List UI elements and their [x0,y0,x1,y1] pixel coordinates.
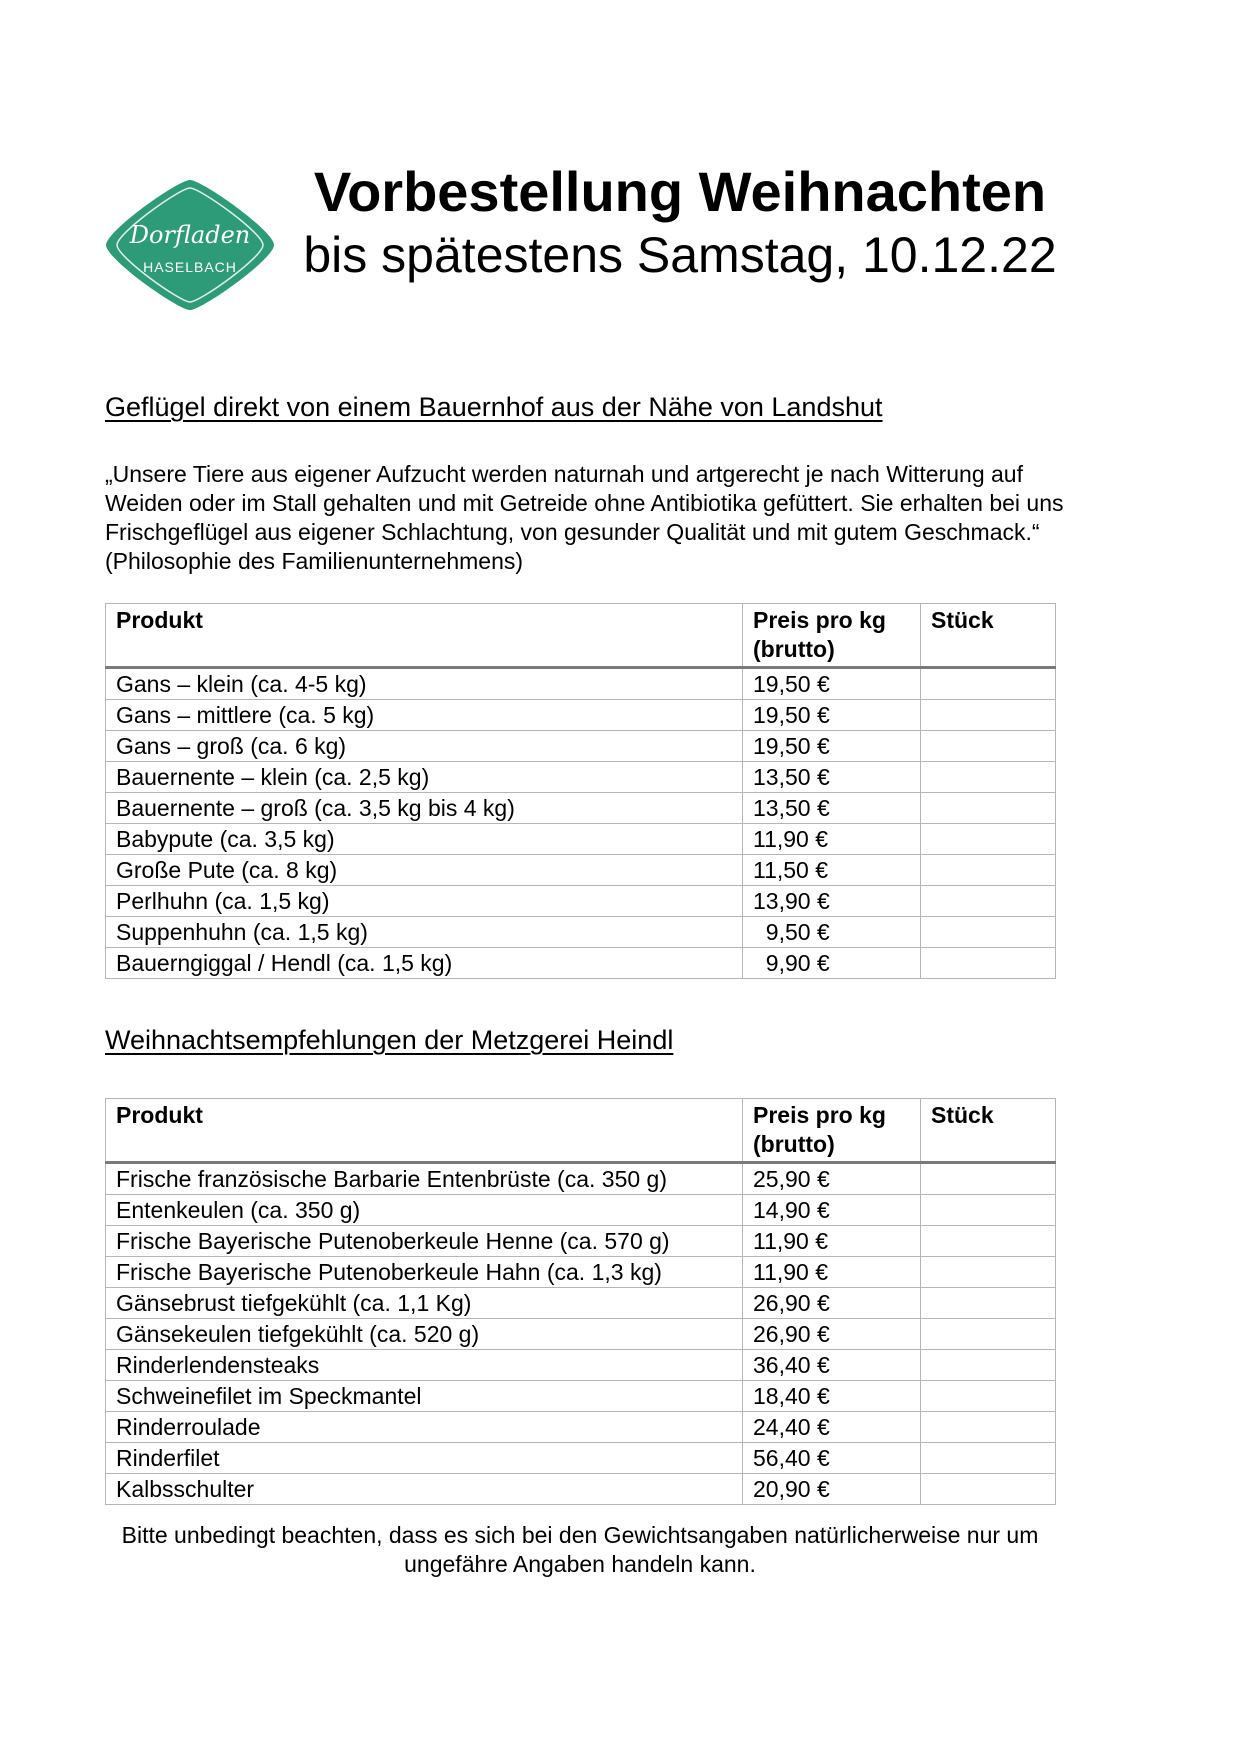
product-cell: Kalbsschulter [106,1474,743,1505]
quantity-cell[interactable] [921,793,1056,824]
table-row [106,1226,1056,1257]
poultry-table [105,603,1056,979]
footer-note: Bitte unbedingt beachten, dass es sich bei den Gewichtsangaben natürlicherweise nur um ungefähre Angaben handeln kann. [121,1522,1039,1577]
section1-heading: Geflügel direkt von einem Bauernhof aus der Nähe von Landshut [105,392,883,422]
quantity-cell[interactable] [921,1195,1056,1226]
quantity-cell[interactable] [921,1163,1056,1195]
poultry-table-body [106,668,1056,979]
price-cell: 13,50 € [743,793,921,824]
quantity-cell[interactable] [921,886,1056,917]
column-header-product: Produkt [106,1099,743,1163]
page-subtitle: bis spätestens Samstag, 10.12.22 [303,227,1057,283]
table-row [106,1163,1056,1195]
quantity-cell[interactable] [921,1319,1056,1350]
table-row [106,1474,1056,1505]
table-row [106,1381,1056,1412]
column-header-qty: Stück [921,1099,1056,1163]
price-cell: 9,90 € [743,948,921,979]
product-cell: Gans – groß (ca. 6 kg) [106,731,743,762]
quantity-cell[interactable] [921,948,1056,979]
price-cell: 13,50 € [743,762,921,793]
quantity-cell[interactable] [921,1288,1056,1319]
price-cell: 11,90 € [743,1257,921,1288]
product-cell: Frische französische Barbarie Entenbrüste (ca. 350 g) [106,1163,743,1195]
quantity-cell[interactable] [921,824,1056,855]
section1-intro: „Unsere Tiere aus eigener Aufzucht werden naturnah und artgerecht je nach Witterung auf Weiden oder im Stall gehalten und mit Getreide ohne Antibiotika gefüttert. Sie erhalten bei uns Frischgeflügel aus eigener Schlachtung, von gesunder Qualität und mit gutem Geschmack.“ (Philosophie des Familienunternehmens) [105,461,1064,574]
product-cell: Rinderlendensteaks [106,1350,743,1381]
quantity-cell[interactable] [921,700,1056,731]
table-row [106,1412,1056,1443]
product-cell: Gänsebrust tiefgekühlt (ca. 1,1 Kg) [106,1288,743,1319]
product-cell: Bauernente – klein (ca. 2,5 kg) [106,762,743,793]
table-row [106,1443,1056,1474]
quantity-cell[interactable] [921,762,1056,793]
butcher-table-body [106,1163,1056,1505]
table-header-row [106,604,1056,668]
quantity-cell[interactable] [921,1474,1056,1505]
product-cell: Suppenhuhn (ca. 1,5 kg) [106,917,743,948]
table-row [106,731,1056,762]
table-row [106,1195,1056,1226]
quantity-cell[interactable] [921,1226,1056,1257]
table-row [106,917,1056,948]
product-cell: Gans – klein (ca. 4-5 kg) [106,668,743,700]
price-cell: 19,50 € [743,668,921,700]
quantity-cell[interactable] [921,731,1056,762]
quantity-cell[interactable] [921,1350,1056,1381]
store-logo [102,176,278,314]
price-cell: 11,90 € [743,1226,921,1257]
table-row [106,1288,1056,1319]
product-cell: Entenkeulen (ca. 350 g) [106,1195,743,1226]
price-cell: 20,90 € [743,1474,921,1505]
table-row [106,668,1056,700]
diamond-logo-icon [102,176,278,314]
price-cell: 19,50 € [743,700,921,731]
product-cell: Babypute (ca. 3,5 kg) [106,824,743,855]
table-row [106,1257,1056,1288]
table-row [106,948,1056,979]
column-header-qty: Stück [921,604,1056,668]
price-cell: 36,40 € [743,1350,921,1381]
price-cell: 9,50 € [743,917,921,948]
price-cell: 56,40 € [743,1443,921,1474]
quantity-cell[interactable] [921,1381,1056,1412]
logo-place-text: HASELBACH [143,259,237,275]
product-cell: Rinderroulade [106,1412,743,1443]
table-row [106,855,1056,886]
product-cell: Perlhuhn (ca. 1,5 kg) [106,886,743,917]
product-cell: Gänsekeulen tiefgekühlt (ca. 520 g) [106,1319,743,1350]
page-header [290,160,1070,284]
product-cell: Frische Bayerische Putenoberkeule Hahn (ca. 1,3 kg) [106,1257,743,1288]
quantity-cell[interactable] [921,668,1056,700]
page-title: Vorbestellung Weihnachten [313,160,1047,223]
table-row [106,793,1056,824]
quantity-cell[interactable] [921,1443,1056,1474]
table-row [106,700,1056,731]
table-header-row [106,1099,1056,1163]
column-header-price: Preis pro kg (brutto) [743,1099,921,1163]
price-cell: 18,40 € [743,1381,921,1412]
quantity-cell[interactable] [921,1412,1056,1443]
quantity-cell[interactable] [921,1257,1056,1288]
product-cell: Frische Bayerische Putenoberkeule Henne (ca. 570 g) [106,1226,743,1257]
table-row [106,762,1056,793]
price-cell: 14,90 € [743,1195,921,1226]
section2-heading: Weihnachtsempfehlungen der Metzgerei Heindl [105,1025,674,1055]
price-cell: 26,90 € [743,1288,921,1319]
product-cell: Rinderfilet [106,1443,743,1474]
column-header-price: Preis pro kg (brutto) [743,604,921,668]
product-cell: Schweinefilet im Speckmantel [106,1381,743,1412]
logo-script-text: Dorfladen [129,221,251,249]
column-header-product: Produkt [106,604,743,668]
product-cell: Bauernente – groß (ca. 3,5 kg bis 4 kg) [106,793,743,824]
price-cell: 13,90 € [743,886,921,917]
product-cell: Bauerngiggal / Hendl (ca. 1,5 kg) [106,948,743,979]
product-cell: Große Pute (ca. 8 kg) [106,855,743,886]
table-row [106,1319,1056,1350]
product-cell: Gans – mittlere (ca. 5 kg) [106,700,743,731]
quantity-cell[interactable] [921,855,1056,886]
table-row [106,1350,1056,1381]
quantity-cell[interactable] [921,917,1056,948]
table-row [106,886,1056,917]
price-cell: 24,40 € [743,1412,921,1443]
price-cell: 11,90 € [743,824,921,855]
price-cell: 19,50 € [743,731,921,762]
butcher-table [105,1098,1056,1505]
table-row [106,824,1056,855]
price-cell: 25,90 € [743,1163,921,1195]
price-cell: 11,50 € [743,855,921,886]
price-cell: 26,90 € [743,1319,921,1350]
